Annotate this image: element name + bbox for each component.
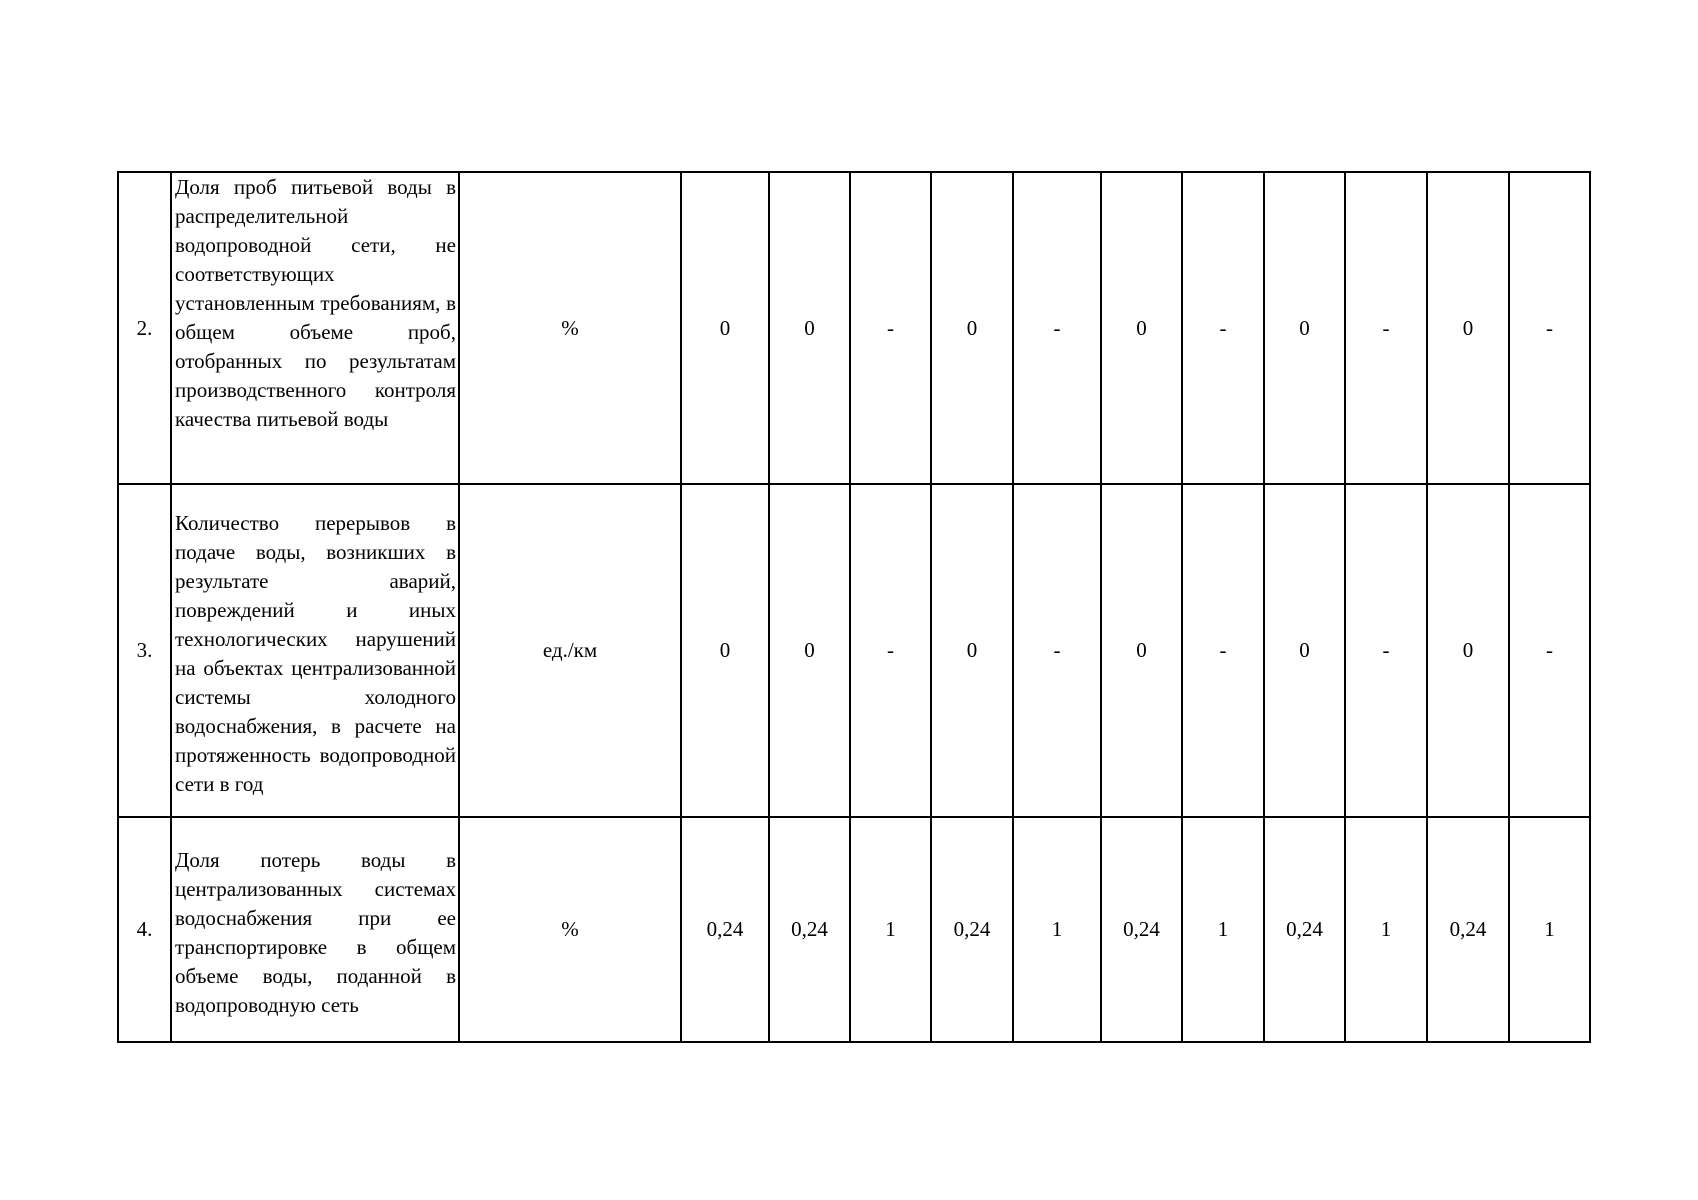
value-cell: 0,24 — [931, 817, 1013, 1042]
value-cell: - — [1345, 484, 1427, 817]
value-cell: - — [850, 484, 931, 817]
indicator-description-text: Доля проб питьевой воды в распределительной водопроводной сети, не соответствующих установленным требованиям, в общем объеме проб, отобранных по результатам производственного контроля качества питьевой воды — [175, 175, 456, 431]
value-cell: - — [1509, 484, 1590, 817]
indicators-table — [117, 171, 1591, 1043]
value-cell: 0 — [681, 484, 769, 817]
value-cell: - — [1013, 484, 1101, 817]
unit-cell: % — [459, 817, 681, 1042]
value-cell: 0,24 — [1264, 817, 1345, 1042]
value-cell: - — [1182, 172, 1264, 484]
value-cell: 0,24 — [1101, 817, 1182, 1042]
value-cell: 0 — [931, 484, 1013, 817]
value-cell: 0 — [769, 172, 850, 484]
value-cell: 0 — [1427, 172, 1509, 484]
table-row — [118, 484, 1590, 817]
indicator-description-text: Доля потерь воды в централизованных системах водоснабжения при ее транспортировке в общем объеме воды, поданной в водопроводную сеть — [175, 848, 456, 1017]
value-cell: 0 — [1264, 484, 1345, 817]
value-cell: 0 — [769, 484, 850, 817]
value-cell: 1 — [850, 817, 931, 1042]
row-number: 2. — [118, 172, 171, 484]
unit-cell: ед./км — [459, 484, 681, 817]
indicator-description — [171, 817, 459, 1042]
value-cell: 0 — [681, 172, 769, 484]
value-cell: - — [1013, 172, 1101, 484]
value-cell: 0 — [1427, 484, 1509, 817]
value-cell: - — [1345, 172, 1427, 484]
value-cell: 0 — [931, 172, 1013, 484]
table-row — [118, 172, 1590, 484]
value-cell: 1 — [1345, 817, 1427, 1042]
unit-cell: % — [459, 172, 681, 484]
value-cell: - — [850, 172, 931, 484]
row-number: 4. — [118, 817, 171, 1042]
value-cell: 1 — [1013, 817, 1101, 1042]
indicator-description-text: Количество перерывов в подаче воды, возникших в результате аварий, повреждений и иных технологических нарушений на объектах централизованной системы холодного водоснабжения, в расчете на протяженность водопроводной сети в год — [175, 511, 456, 796]
value-cell: 0 — [1101, 484, 1182, 817]
value-cell: 0,24 — [681, 817, 769, 1042]
row-number: 3. — [118, 484, 171, 817]
table-row — [118, 817, 1590, 1042]
value-cell: 0,24 — [769, 817, 850, 1042]
indicator-description — [171, 172, 459, 484]
value-cell: - — [1509, 172, 1590, 484]
value-cell: - — [1182, 484, 1264, 817]
value-cell: 0 — [1264, 172, 1345, 484]
value-cell: 1 — [1509, 817, 1590, 1042]
value-cell: 1 — [1182, 817, 1264, 1042]
value-cell: 0 — [1101, 172, 1182, 484]
value-cell: 0,24 — [1427, 817, 1509, 1042]
indicator-description — [171, 484, 459, 817]
